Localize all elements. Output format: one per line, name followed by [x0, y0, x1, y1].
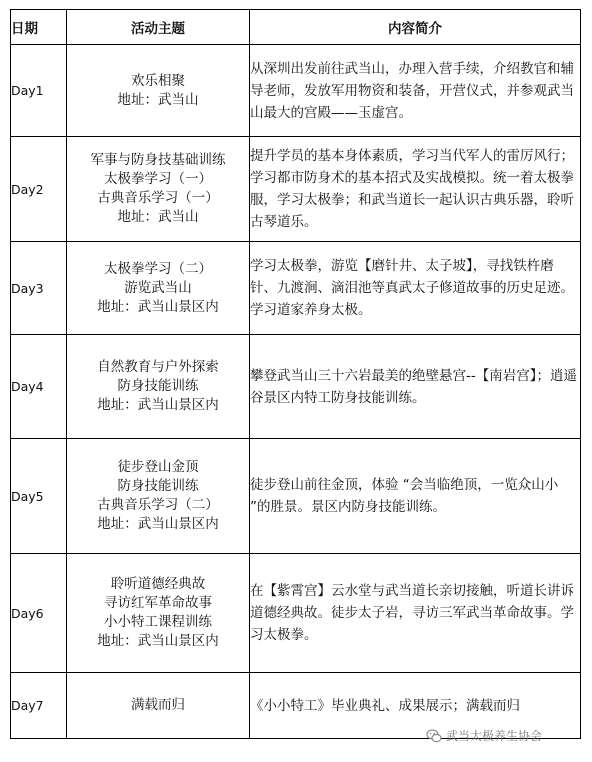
day-cell: Day2 [11, 137, 67, 242]
day-cell: Day3 [11, 242, 67, 335]
intro-cell: 学习太极拳，游览【磨针井、太子坡】，寻找铁杵磨针、九渡涧、滴泪池等真武太子修道故事的历史足迹。学习道家养身太极。 [250, 242, 581, 335]
header-intro: 内容简介 [250, 10, 581, 45]
day-cell: Day5 [11, 439, 67, 554]
theme-line: 军事与防身技基础训练 [90, 152, 226, 168]
theme-line: 寻访红军革命故事 [104, 595, 212, 611]
intro-cell: 提升学员的基本身体素质，学习当代军人的雷厉风行；学习都市防身术的基本招式及实战模拟。统一着太极拳服，学习太极拳；和武当道长一起认识古典乐器，聆听古琴道乐。 [250, 137, 581, 242]
theme-line: 防身技能训练 [117, 478, 199, 494]
theme-line: 古典音乐学习（二） [97, 497, 219, 513]
theme-line: 防身技能训练 [117, 378, 199, 394]
theme-line: 古典音乐学习（一） [97, 190, 219, 206]
theme-line: 地址：武当山 [117, 209, 199, 225]
theme-line: 地址：武当山景区内 [97, 397, 219, 413]
theme-line: 太极拳学习（二） [104, 260, 212, 277]
table-row [11, 439, 581, 554]
table-row [11, 137, 581, 242]
table-row [11, 242, 581, 335]
theme-cell [67, 673, 250, 739]
header-row [11, 10, 581, 45]
theme-line: 欢乐相聚 [131, 72, 185, 89]
intro-cell: 《小小特工》毕业典礼、成果展示；满载而归 [250, 673, 581, 739]
intro-cell: 攀登武当山三十六岩最美的绝壁悬宫--【南岩宫】；逍遥谷景区内特工防身技能训练。 [250, 335, 581, 439]
theme-line: 地址：武当山 [117, 91, 199, 108]
theme-line: 太极拳学习（一） [104, 171, 212, 187]
theme-line: 小小特工课程训练 [104, 614, 212, 630]
theme-line: 满载而归 [131, 697, 185, 713]
wechat-icon [426, 728, 442, 744]
theme-cell [67, 554, 250, 673]
intro-cell: 在【紫霄宫】云水堂与武当道长亲切接触，听道长讲诉道德经典故。徒步太子岩，寻访三军武当革命故事。学习太极拳。 [250, 554, 581, 673]
table-row [11, 335, 581, 439]
intro-cell: 徒步登山前往金顶，体验 “会当临绝顶，一览众山小 ”的胜景。景区内防身技能训练。 [250, 439, 581, 554]
day-cell: Day6 [11, 554, 67, 673]
watermark [426, 727, 542, 744]
theme-cell [67, 335, 250, 439]
intro-cell: 从深圳出发前往武当山，办理入营手续，介绍教官和辅导老师，发放军用物资和装备，开营仪式，并参观武当山最大的宫殿——玉虚宫。 [250, 45, 581, 137]
header-day: 日期 [11, 10, 67, 45]
table-row [11, 554, 581, 673]
theme-line: 聆听道德经典故 [110, 576, 206, 592]
theme-cell [67, 137, 250, 242]
theme-cell [67, 439, 250, 554]
day-cell: Day7 [11, 673, 67, 739]
table-row [11, 45, 581, 137]
theme-line: 地址：武当山景区内 [97, 516, 219, 532]
theme-line: 徒步登山金顶 [117, 459, 199, 475]
theme-cell [67, 45, 250, 137]
theme-cell [67, 242, 250, 335]
schedule-table [10, 9, 581, 739]
day-cell: Day4 [11, 335, 67, 439]
theme-line: 地址：武当山景区内 [97, 633, 219, 649]
theme-line: 游览武当山 [124, 279, 192, 296]
theme-line: 地址：武当山景区内 [97, 298, 219, 315]
day-cell: Day1 [11, 45, 67, 137]
theme-line: 自然教育与户外探索 [97, 359, 219, 375]
header-theme: 活动主题 [67, 10, 250, 45]
watermark-text: 武当太极养生协会 [446, 729, 543, 743]
